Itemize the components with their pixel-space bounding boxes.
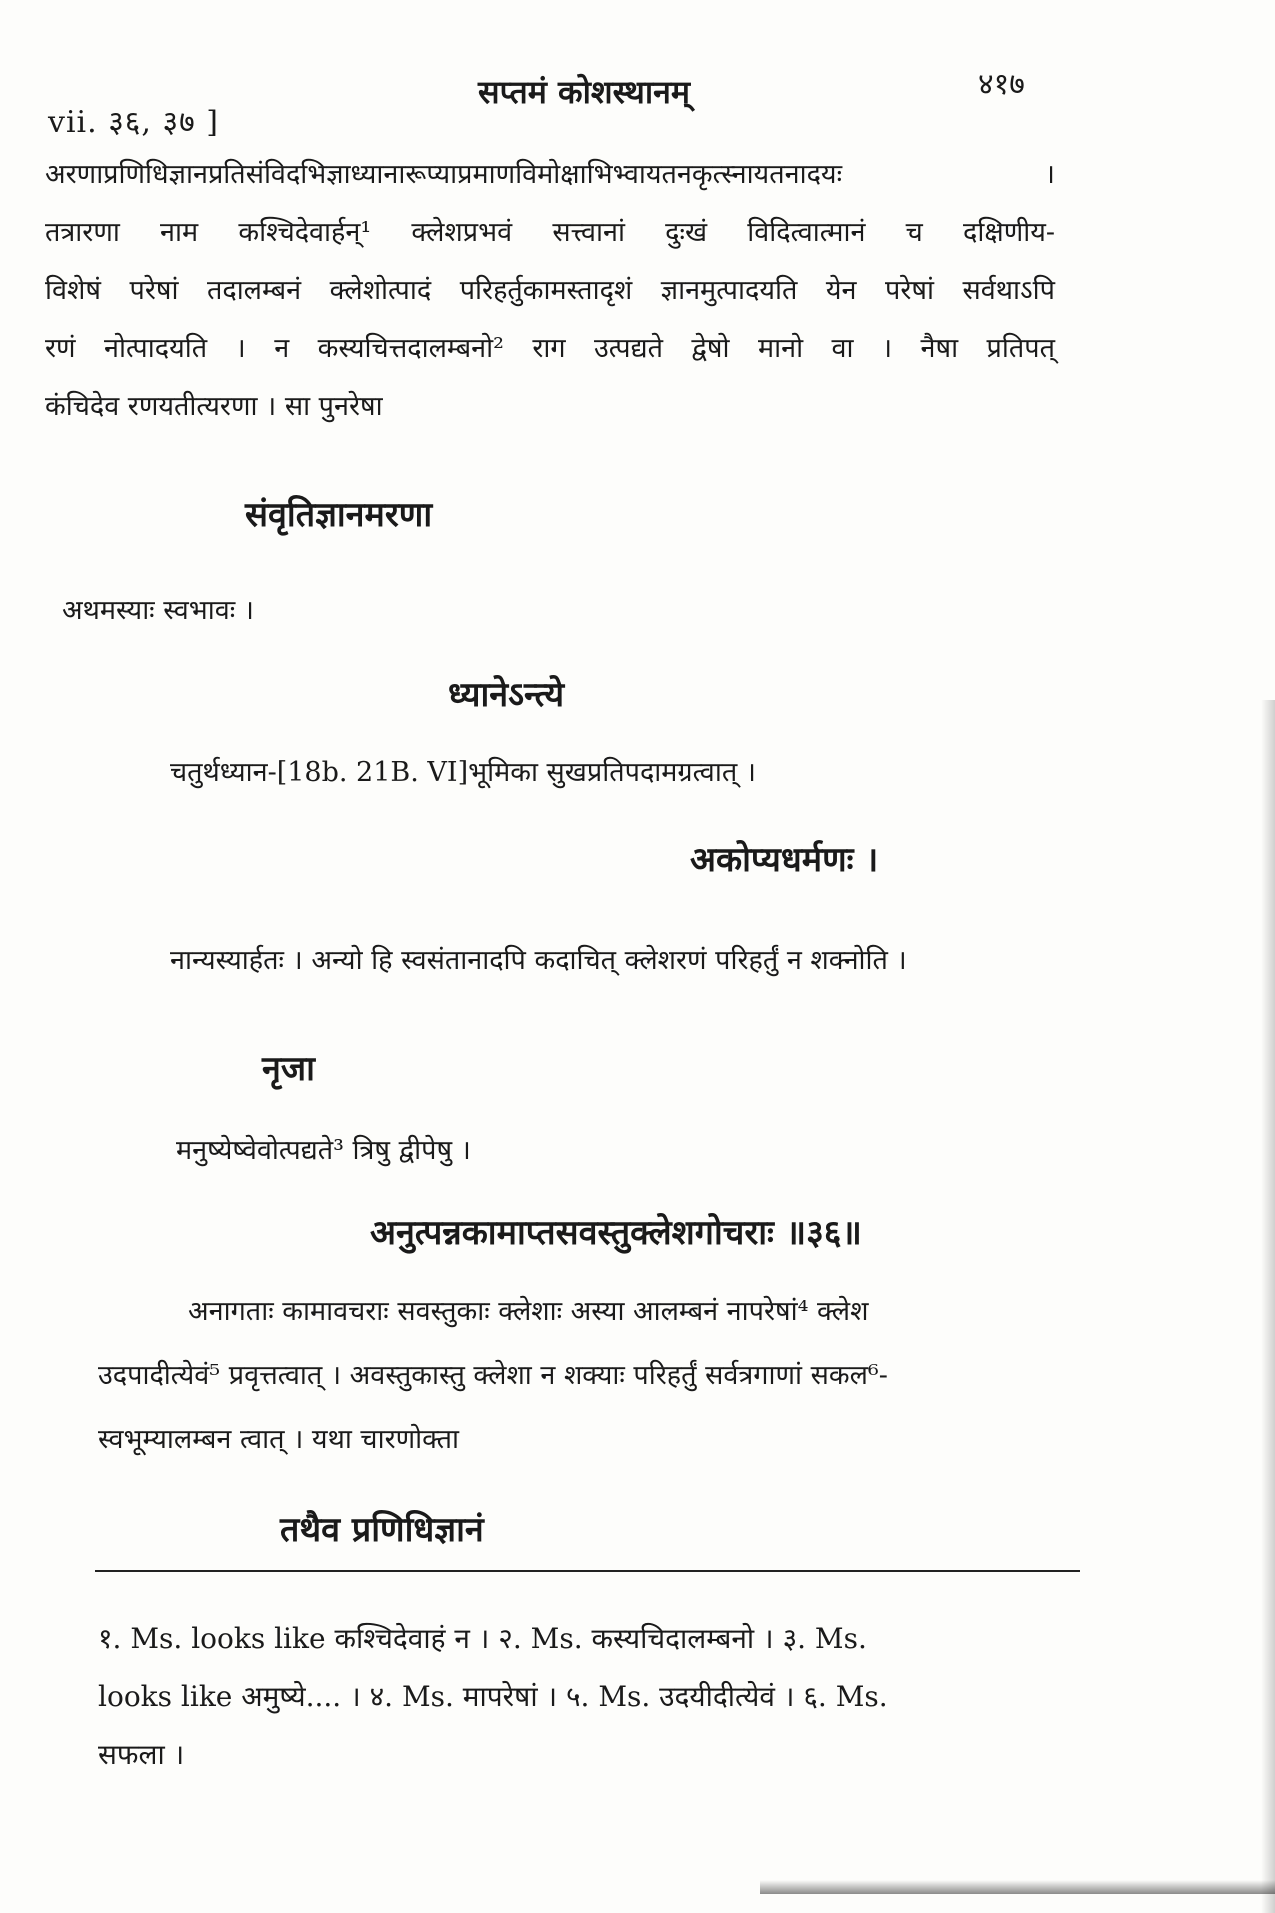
- text-line: रणं नोत्पादयति । न कस्यचित्तदालम्बनो² राग उत्पद्यते द्वेषो मानो वा । नैषा प्रतिपत्: [45, 333, 1055, 364]
- text-line: उदपादीत्येवं⁵ प्रवृत्तत्वात् । अवस्तुकास्तु क्लेशा न शक्याः परिहर्तुं सर्वत्रगाणां सकल⁶-: [98, 1360, 888, 1391]
- verse-line: ध्यानेऽन्त्ये: [448, 675, 565, 715]
- scan-smudge: [760, 1880, 1275, 1894]
- commentary-line: चतुर्थध्यान-[18b. 21B. VI]भूमिका सुखप्रतिपदामग्रत्वात् ।: [170, 757, 757, 788]
- footnotes: [98, 1610, 1098, 1784]
- text-line: स्वभूम्यालम्बन त्वात् । यथा चारणोक्ता: [98, 1424, 459, 1455]
- verse-line: अकोप्यधर्मणः ।: [690, 840, 879, 880]
- page-edge-shadow: [1261, 700, 1275, 1913]
- commentary-line: अथमस्याः स्वभावः ।: [62, 595, 254, 626]
- footnote-rule: [95, 1570, 1080, 1572]
- commentary-line: नान्यस्यार्हतः । अन्यो हि स्वसंतानादपि कदाचित् क्लेशरणं परिहर्तुं न शक्नोति ।: [170, 945, 907, 976]
- text-line: कंचिदेव रणयतीत्यरणा । सा पुनरेषा: [45, 391, 383, 422]
- commentary-paragraph-2: [98, 1280, 1078, 1472]
- commentary-paragraph-1: [45, 146, 1055, 436]
- chapter-verse-reference: vii. ३६, ३७ ]: [48, 105, 219, 140]
- footnote-line: १. Ms. looks like कश्चिदेवाहं न । २. Ms. कस्यचिदालम्बनो । ३. Ms.: [98, 1622, 867, 1655]
- footnote-line: looks like अमुष्ये.... । ४. Ms. मापरेषां । ५. Ms. उदयीदीत्येवं । ६. Ms.: [98, 1680, 888, 1713]
- footnote-line: सफला ।: [98, 1738, 185, 1771]
- text-line: विशेषं परेषां तदालम्बनं क्लेशोत्पादं परिहर्तुकामस्तादृशं ज्ञानमुत्पादयति येन परेषां सर्वथाऽपि: [45, 275, 1055, 306]
- running-head: [48, 62, 1048, 140]
- verse-line: तथैव प्रणिधिज्ञानं: [280, 1510, 484, 1550]
- verse-line: संवृतिज्ञानमरणा: [245, 495, 433, 535]
- commentary-line: मनुष्येष्वेवोत्पद्यते³ त्रिषु द्वीपेषु ।: [176, 1135, 471, 1166]
- verse-line: अनुत्पन्नकामाप्तसवस्तुक्लेशगोचराः ॥३६॥: [370, 1213, 862, 1253]
- text-line: अरणाप्रणिधिज्ञानप्रतिसंविदभिज्ञाध्यानारूप्याप्रमाणविमोक्षाभिभ्वायतनकृत्स्नायतनादयः ।: [45, 159, 1055, 190]
- text-line: अनागताः कामावचराः सवस्तुकाः क्लेशाः अस्या आलम्बनं नापरेषां⁴ क्लेश: [188, 1296, 869, 1327]
- page-number: ४१७: [978, 67, 1025, 102]
- chapter-title: सप्तमं कोशस्थानम्: [478, 73, 691, 111]
- text-line: तत्रारणा नाम कश्चिदेवार्हन्¹ क्लेशप्रभवं सत्त्वानां दुःखं विदित्वात्मानं च दक्षिणीय-: [45, 217, 1055, 248]
- verse-line: नृजा: [262, 1049, 315, 1089]
